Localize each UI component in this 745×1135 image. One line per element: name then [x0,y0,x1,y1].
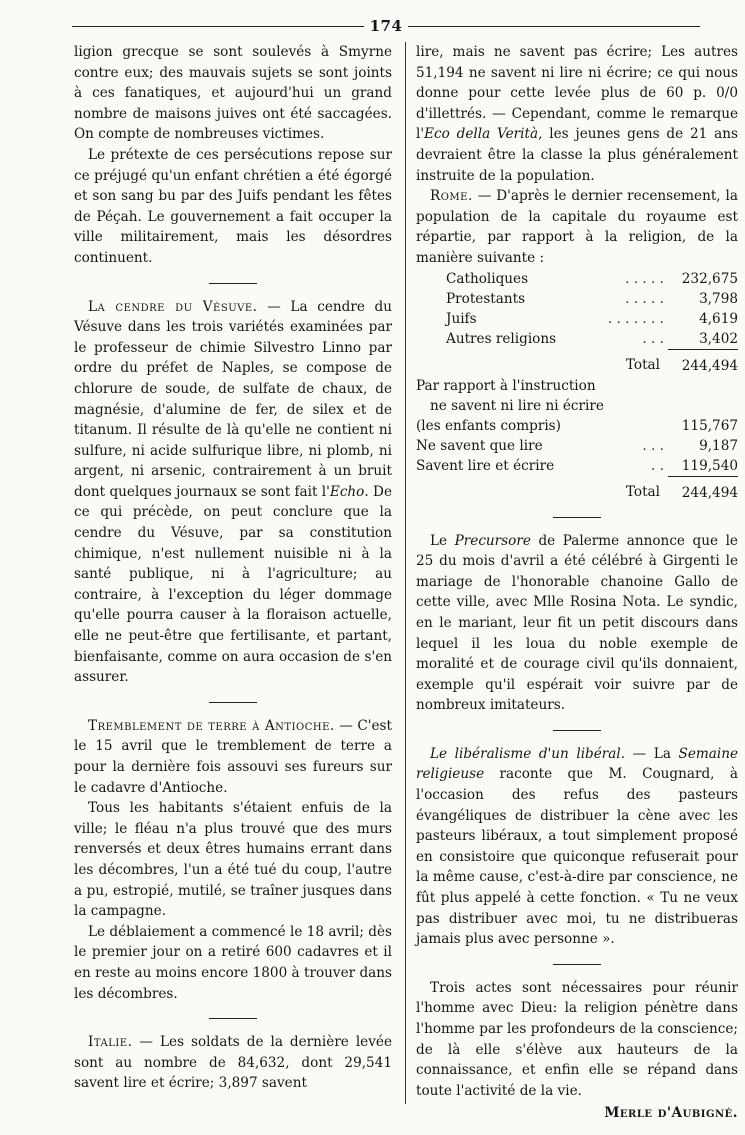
cendre-paragraph [74,297,392,688]
trois-actes-paragraph: Trois actes sont nécessaires pour réunir l'homme avec Dieu: la religion pénètre dans l'homme par les profondeurs de la conscience; de là elle s'élève aux hauteurs de la connaissance, et enfin elle se répand dans toute l'activité de la vie. [416,979,738,1099]
header-rule-left [72,26,364,27]
cendre-text-a: — La cendre du Vésuve dans les trois variétés examinées par le professeur de chimie Silvestro Linno par ordre du préfet de Naples, se compose de chlorure de soude, de sulfate de chaux, de magnésie, d'alumine de fer, de silex et de titanum. Il résulte de là qu'elle ne contient ni sulfure, ni acide sulfurique libre, ni plomb, ni argent, ni arsenic, contrairement à un bruit dont quelques journaux se sont fait l' [74,298,392,500]
religion-dots: . . . [642,330,664,347]
italie-continued-a: lire, mais ne savent pas écrire; Les autres 51,194 ne savent ni lire ni écrire; ce qui nous donne pour cette levée plus de 60 p. 0/0 d'illettrés. — Cependant, comme le remarque l' [416,44,738,143]
cendre-text-b: . De ce qui précède, on peut conclure que la cendre du Vésuve, par sa constitution chimique, n'est nullement nuisible ni à la santé publique, ni à l'agriculture; au contraire, à l'exception du léger dommage qu'elle pourra causer à la floraison actuelle, elle ne peut-être que fertilisante, et partant, bienfaisante, comme on aura occasion de s'en assurer. [74,483,392,686]
instruction-value: 119,540 [681,457,738,474]
religion-dots: . . . . . [625,290,664,307]
precursore-name: Precursore [454,532,531,549]
religion-label: Juifs [446,310,477,327]
instruction-row [416,416,738,436]
habitants-paragraph: Tous les habitants s'étaient enfuis de la ville; le fléau n'a plus trouvé que des murs renversés et deux êtres humains errant dans les décombres, l'un a été tué du coup, l'autre a pu, estropié, mutilé, se traîner jusques dans la campagne. [74,800,392,920]
italie-heading: Italie. [88,1034,133,1051]
instruction-row [416,436,738,456]
italie-text-a: — Les soldats de la dernière levée sont au nombre de 84,632, dont 29,541 savent lire et écrire; 3,897 savent [74,1034,392,1092]
religion-total-row [416,349,738,376]
precursore-paragraph [416,531,738,716]
religion-value: 232,675 [681,270,738,287]
religion-dots: . . . . . [625,270,664,287]
semaine-religieuse: Semaine religieuse [416,745,738,783]
rome-heading: Rome. [430,188,473,205]
cendre-heading: La cendre du Vésuve. [88,298,258,315]
religion-row [416,269,738,289]
religion-label: Autres religions [446,330,557,347]
religion-value: 4,619 [699,310,738,327]
instruction-table [416,376,738,503]
page-number: 174 [369,17,403,35]
rome-paragraph [416,186,738,268]
tremblement-text-a: — C'est le 15 avril que le tremblement de terre a pour la dernière fois assouvi ses fureurs sur le cadavre d'Antioche. [74,717,392,796]
instruction-dots: . . [651,457,664,474]
tremblement-heading: Tremblement de terre à Antioche. [88,717,335,734]
deblaiement-paragraph: Le déblaiement a commencé le 18 avril; dès le premier jour on a retiré 600 cadavres et il en reste au moins encore 1800 à trouver dans les décombres. [74,923,392,1002]
precursore-text-b: de Palerme annonce que le 25 du mois d'avril a été célébré à Girgenti le mariage de l'honorable chanoine Gallo de cette ville, avec Mlle Rosina Nota. Le syndic, en le mariant, leur fit un petit discours dans lequel il les loua du noble exemple de moralité et de courage civil qu'ils donnaient, exemple qu'il espérait voir suivre par de nombreux imitateurs. [416,532,738,714]
liberalisme-paragraph [416,744,738,950]
liberalisme-text-b: raconte que M. Cougnard, à l'occasion des refus des pasteurs évangéliques de distribuer la cène avec les pasteurs libéraux, a tout simplement proposé en consistoire que quiconque refuserait pour la même cause, c'est-à-dire par conscience, ne fût plus appelé à cette fonction. « Tu ne veux pas distribuer avec moi, tu ne distribueras jamais plus avec personne ». [416,766,738,948]
column-divider [405,42,406,1104]
cendre-echo: Echo [329,483,365,500]
religion-total-value: 244,494 [668,349,738,376]
smyrne-paragraph: ligion grecque se sont soulevés à Smyrne contre eux; des mauvais sujets se sont joints à ces fanatiques, et aujourd'hui un grand nombre de maisons juives ont été saccagées. On compte de nombreuses victimes. [74,44,392,143]
italie-continued-b: , les jeunes gens de 21 ans devraient être la classe la plus généralement instruite de la population. [416,126,739,184]
instruction-dots [630,416,668,436]
religion-row [416,289,738,309]
liberalisme-heading: Le libéralisme d'un libéral. [430,745,626,762]
instruction-dots: . . . [642,437,664,454]
religion-label: Catholiques [446,270,529,287]
religion-value: 3,798 [699,290,738,307]
instruction-total-label: Total [625,484,660,501]
instruction-intro-2: ne savent ni lire ni écrire [430,397,604,414]
religion-dots: . . . . . . . [607,310,664,327]
instruction-value: 9,187 [699,437,738,454]
religion-row [416,329,738,350]
instruction-total-value: 244,494 [668,476,738,503]
section-separator [416,725,738,735]
instruction-label: (les enfants compris) [416,417,561,434]
instruction-label: Savent lire et écrire [416,457,555,474]
instruction-total-row [416,476,738,503]
instruction-intro-row [416,376,738,396]
religion-row [416,309,738,329]
religion-value: 3,402 [699,330,738,347]
instruction-intro-row [416,396,738,416]
rome-text-a: — D'après le dernier recensement, la population de la capitale du royaume est répartie, par rapport à la religion, de la manière suivante : [416,188,738,266]
instruction-label: Ne savent que lire [416,437,543,454]
religion-total-label: Total [625,357,660,374]
section-separator [74,278,392,288]
instruction-value: 115,767 [681,417,738,434]
section-separator [74,697,392,707]
pretexte-paragraph: Le prétexte de ces persécutions repose sur ce préjugé qu'un enfant chrétien a été égorgé et son sang bu par des Juifs pendant les fêtes de Péçah. Le gouvernement a fait occuper la ville militairement, mais les désordres continuent. [74,146,392,266]
left-column [74,42,392,1094]
section-separator [74,1013,392,1023]
section-separator [416,512,738,522]
italie-paragraph [74,1032,392,1094]
page-header [72,12,700,40]
eco-title: Eco della Verità [424,126,539,143]
right-column [416,42,738,1124]
signature: Merle d'Aubigné. [604,1105,738,1122]
tremblement-paragraph [74,716,392,798]
header-rule-right [408,26,700,27]
precursore-text-a: Le [430,532,455,549]
instruction-row [416,456,738,477]
italie-continued-paragraph [416,42,738,186]
instruction-intro-1: Par rapport à l'instruction [416,377,596,394]
section-separator [416,959,738,969]
liberalisme-text-a: — La [625,745,679,762]
religion-label: Protestants [446,290,526,307]
religion-table [416,269,738,376]
